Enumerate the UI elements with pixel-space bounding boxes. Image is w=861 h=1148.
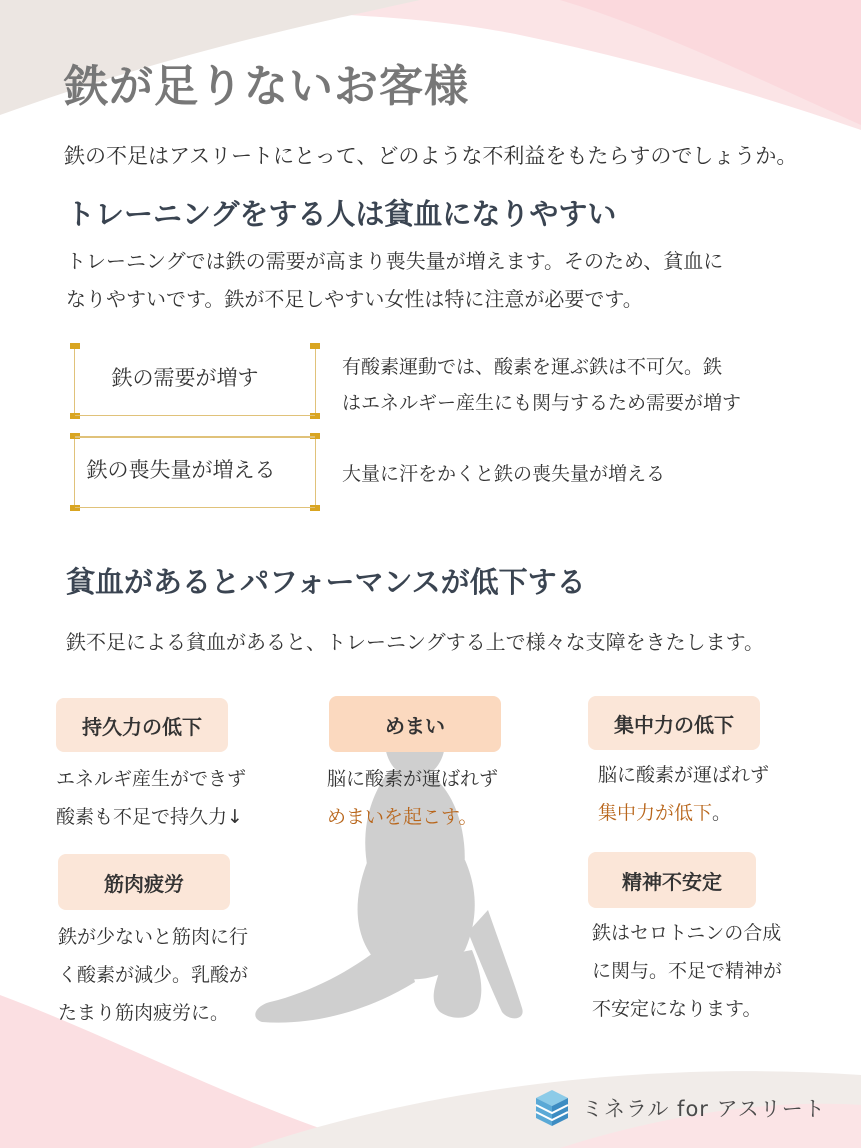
row-label-loss: 鉄の喪失量が増える [86,458,276,482]
symptom-line: 鉄が少ないと筋肉に行 [58,926,249,948]
section1-body-line: トレーニングでは鉄の需要が高まり喪失量が増えます。そのため、貧血に [66,249,724,273]
section1-body-line: なりやすいです。鉄が不足しやすい女性は特に注意が必要です。 [66,287,643,311]
brand-logo [534,1088,826,1128]
row-desc-demand [342,349,741,421]
row-desc-line: はエネルギー産生にも関与するため需要が増す [342,392,742,414]
symptom-line: 酸素も不足で持久力↓ [56,806,243,828]
badge-dizziness: めまい [329,696,501,752]
section1-body [66,242,786,318]
symptom-highlight: めまいを起こす。 [327,806,478,828]
section2-body: 鉄不足による貧血があると、トレーニングする上で様々な支障をきたします。 [66,630,764,654]
section2-heading: 貧血があるとパフォーマンスが低下する [66,565,586,599]
symptom-line: く酸素が減少。乳酸が [58,964,249,986]
section1-heading: トレーニングをする人は貧血になりやすい [66,197,617,231]
symptom-line: に関与。不足で精神が [592,960,783,982]
symptom-line: 鉄はセロトニンの合成 [592,922,782,944]
page-title: 鉄が足りないお客様 [64,61,469,112]
symptom-line: 不安定になります。 [592,998,762,1020]
symptom-line: 脳に酸素が運ばれず [598,764,770,786]
symptom-line: エネルギ産生ができず [56,768,247,790]
row-desc-line: 有酸素運動では、酸素を運ぶ鉄は不可欠。鉄 [342,356,723,378]
badge-fatigue: 筋肉疲労 [58,854,230,910]
symptom-line-rest: 。 [712,802,732,824]
symptom-desc-focus [598,756,769,832]
brand-name: ミネラル for アスリート [582,1097,826,1121]
row-desc-line: 大量に汗をかくと鉄の喪失量が増える [342,463,666,485]
symptom-line [598,794,769,832]
symptom-desc-fatigue [58,918,248,1032]
symptom-desc-dizziness [327,760,498,836]
symptom-desc-endurance [56,760,246,836]
label-frame-demand [74,346,316,416]
layered-cube-icon [534,1088,570,1128]
label-frame-loss [74,436,316,508]
lead-text: 鉄の不足はアスリートにとって、どのような不利益をもたらすのでしょうか。 [64,144,798,168]
row-label-demand: 鉄の需要が増す [111,366,259,390]
symptom-line: 脳に酸素が運ばれず [327,768,499,790]
symptom-desc-mental [592,914,782,1028]
badge-mental: 精神不安定 [588,852,756,908]
symptom-highlight: 集中力が低下 [598,802,713,824]
badge-endurance: 持久力の低下 [56,698,228,752]
row-desc-loss [342,456,665,492]
badge-focus: 集中力の低下 [588,696,760,750]
symptom-line: たまり筋肉疲労に。 [58,1002,230,1024]
